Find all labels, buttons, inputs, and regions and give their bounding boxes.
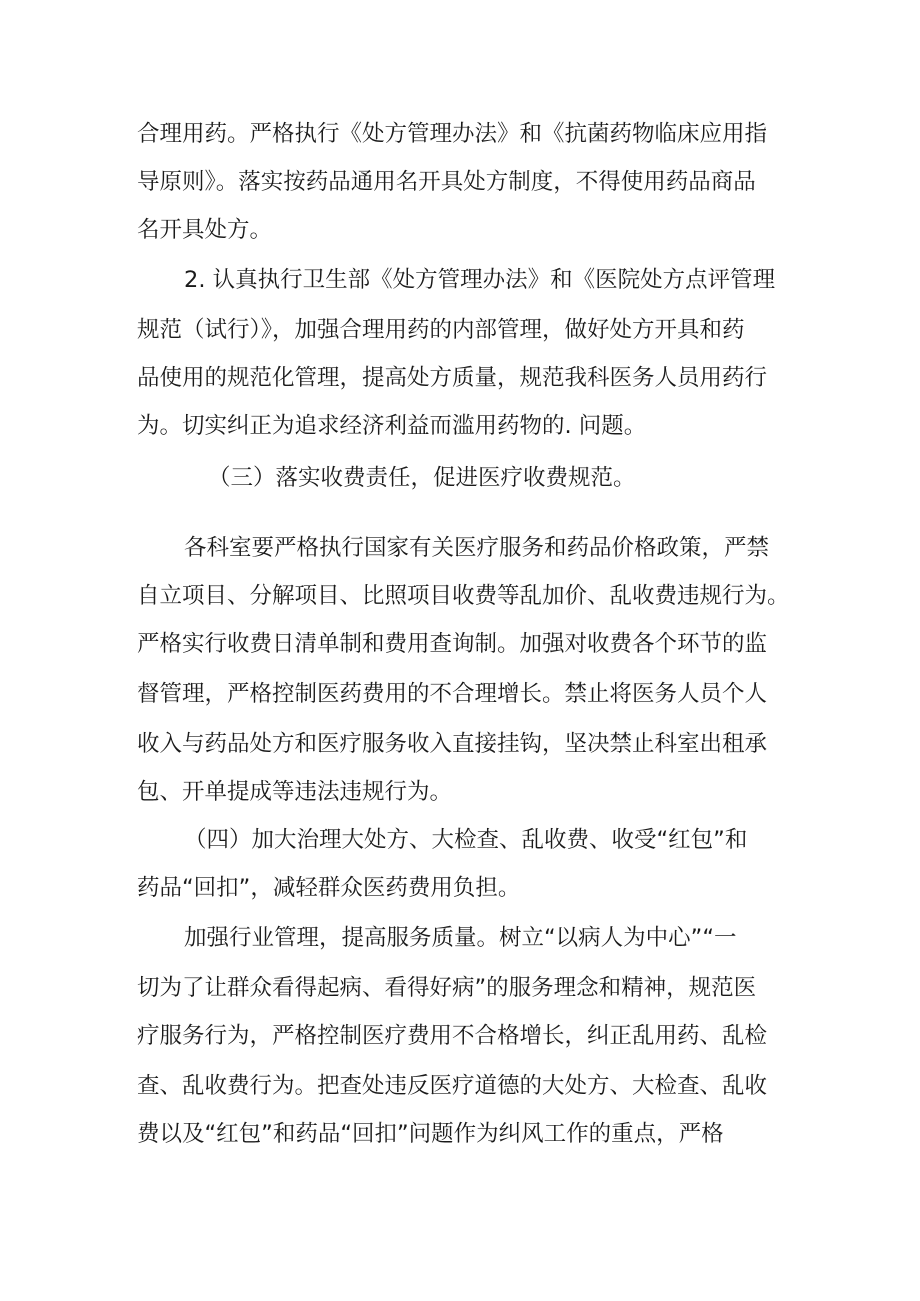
text-line: 督管理，严格控制医药费用的不合理增长。禁止将医务人员个人 (137, 681, 768, 707)
text-line: 疗服务行为，严格控制医疗费用不合格增长，纠正乱用药、乱检 (137, 1023, 768, 1049)
text-line: 收入与药品处方和医疗服务收入直接挂钩，坚决禁止科室出租承 (137, 731, 768, 757)
text-line: 2. 认真执行卫生部《处方管理办法》和《医院处方点评管理 (184, 267, 776, 293)
text-line: 为。切实纠正为追求经济利益而滥用药物的. 问题。 (137, 413, 647, 439)
text-line: 自立项目、分解项目、比照项目收费等乱加价、乱收费违规行为。 (137, 583, 790, 609)
section-heading: （四）加大治理大处方、大检查、乱收费、收受“红包”和 (184, 827, 748, 853)
text-line: 切为了让群众看得起病、看得好病”的服务理念和精神，规范医 (137, 975, 757, 1001)
section-heading: （三）落实收费责任，促进医疗收费规范。 (208, 465, 636, 491)
text-line: 加强行业管理，提高服务质量。树立“以病人为中心”“一 (184, 925, 737, 951)
text-line: 各科室要严格执行国家有关医疗服务和药品价格政策，严禁 (184, 535, 770, 561)
text-line: 合理用药。严格执行《处方管理办法》和《抗菌药物临床应用指 (137, 121, 768, 147)
text-line: 查、乱收费行为。把查处违反医疗道德的大处方、大检查、乱收 (137, 1073, 768, 1099)
text-line: 导原则》。落实按药品通用名开具处方制度，不得使用药品商品 (137, 169, 756, 195)
text-line: 规范（试行）》，加强合理用药的内部管理，做好处方开具和药 (137, 317, 745, 343)
text-line: 药品“回扣”，减轻群众医药费用负担。 (137, 875, 521, 901)
text-line: 品使用的规范化管理，提高处方质量，规范我科医务人员用药行 (137, 365, 768, 391)
text-line: 严格实行收费日清单制和费用查询制。加强对收费各个环节的监 (137, 631, 768, 657)
text-line: 名开具处方。 (137, 217, 273, 243)
text-line: 包、开单提成等违法违规行为。 (137, 779, 453, 805)
text-line: 费以及“红包”和药品“回扣”问题作为纠风工作的重点，严格 (137, 1121, 724, 1147)
